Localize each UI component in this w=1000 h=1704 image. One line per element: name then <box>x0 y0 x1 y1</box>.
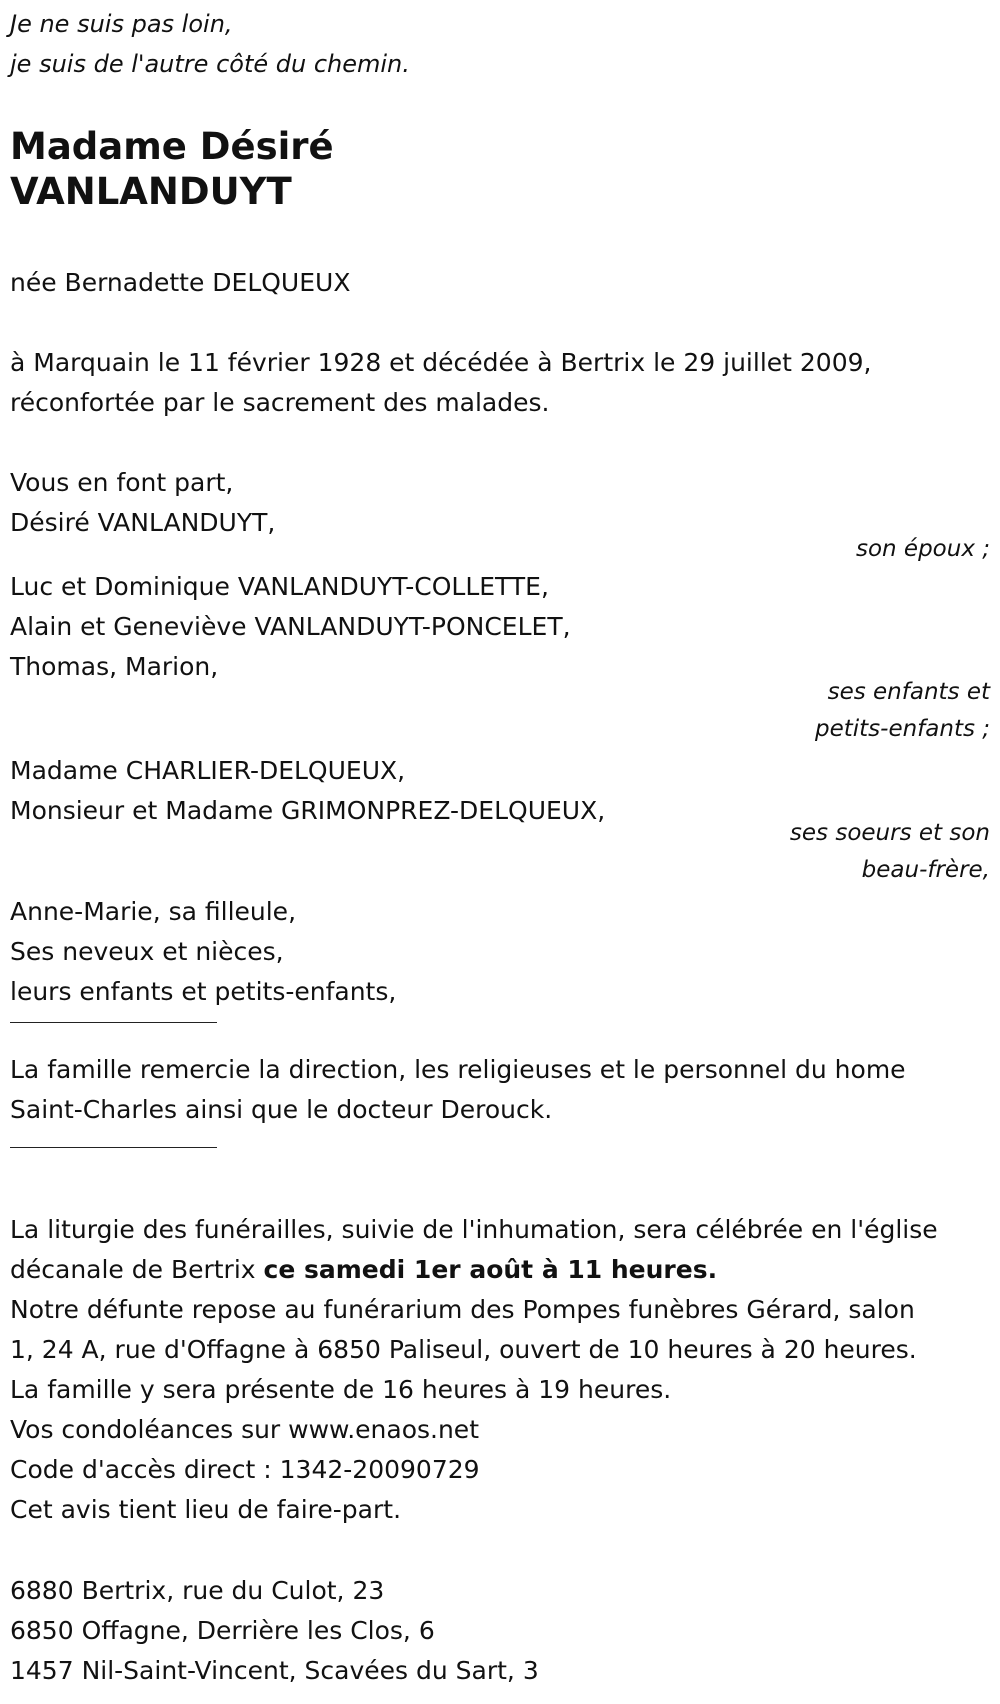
address-line: 6850 Offagne, Derrière les Clos, 6 <box>10 1616 435 1645</box>
opening-quote <box>10 4 410 84</box>
addresses <box>10 1571 539 1691</box>
born-name: née Bernadette DELQUEUX <box>10 268 351 297</box>
quote-line: je suis de l'autre côté du chemin. <box>10 50 410 78</box>
access-code: Code d'accès direct : 1342-20090729 <box>10 1455 480 1484</box>
list-item: Thomas, Marion, <box>10 652 219 681</box>
siblings-list <box>10 751 605 831</box>
other-relatives <box>10 892 396 1012</box>
deceased-surname: VANLANDUYT <box>10 170 292 213</box>
separator-line <box>10 1022 217 1023</box>
birth-death-dates: à Marquain le 11 février 1928 et décédée à Bertrix le 29 juillet 2009, réconfortée par le sacrement des malades. <box>10 348 872 417</box>
list-item: Madame CHARLIER-DELQUEUX, <box>10 756 406 785</box>
list-item: Alain et Geneviève VANLANDUYT-PONCELET, <box>10 612 571 641</box>
address-line: 6880 Bertrix, rue du Culot, 23 <box>10 1576 385 1605</box>
spouse-role: son époux ; <box>855 536 990 562</box>
children-list <box>10 567 571 687</box>
siblings-role: ses soeurs et son beau-frère, <box>789 820 990 883</box>
condolences-link-text: Vos condoléances sur www.enaos.net <box>10 1415 479 1444</box>
spouse-name: Désiré VANLANDUYT, <box>10 508 276 537</box>
list-item: Monsieur et Madame GRIMONPREZ-DELQUEUX, <box>10 796 606 825</box>
funeral-details: La liturgie des funérailles, suivie de l'inhumation, sera célébrée en l'église décanale de Bertrix ce samedi 1er août à 11 heures. Notre défunte repose au funérarium des Pompes funèbres Gérard, salon 1, 24 A, rue d'Offagne à 6850 Paliseul, ouvert de 10 heures à 20 heures. La famille y sera présente de 16 heures à 19 heures. Vos condoléances sur www.enaos.net Code d'accès direct : 1342-20090729 Cet avis tient lieu de faire-part. <box>10 1215 938 1524</box>
list-item: leurs enfants et petits-enfants, <box>10 977 397 1006</box>
thanks-text: La famille remercie la direction, les religieuses et le personnel du home Saint-Charles ainsi que le docteur Derouck. <box>10 1055 906 1124</box>
announcement <box>10 463 275 543</box>
funeral-date-time: ce samedi 1er août à 11 heures. <box>263 1255 718 1284</box>
list-item: Anne-Marie, sa filleule, <box>10 897 297 926</box>
quote-line: Je ne suis pas loin, <box>10 10 233 38</box>
list-item: Ses neveux et nièces, <box>10 937 284 966</box>
deceased-name <box>10 124 334 214</box>
address-line: 1457 Nil-Saint-Vincent, Scavées du Sart, 3 <box>10 1656 539 1685</box>
children-role: ses enfants et petits-enfants ; <box>814 679 990 742</box>
list-item: Luc et Dominique VANLANDUYT-COLLETTE, <box>10 572 549 601</box>
separator-line <box>10 1147 217 1148</box>
announce-intro: Vous en font part, <box>10 468 234 497</box>
deceased-title: Madame Désiré <box>10 125 334 168</box>
